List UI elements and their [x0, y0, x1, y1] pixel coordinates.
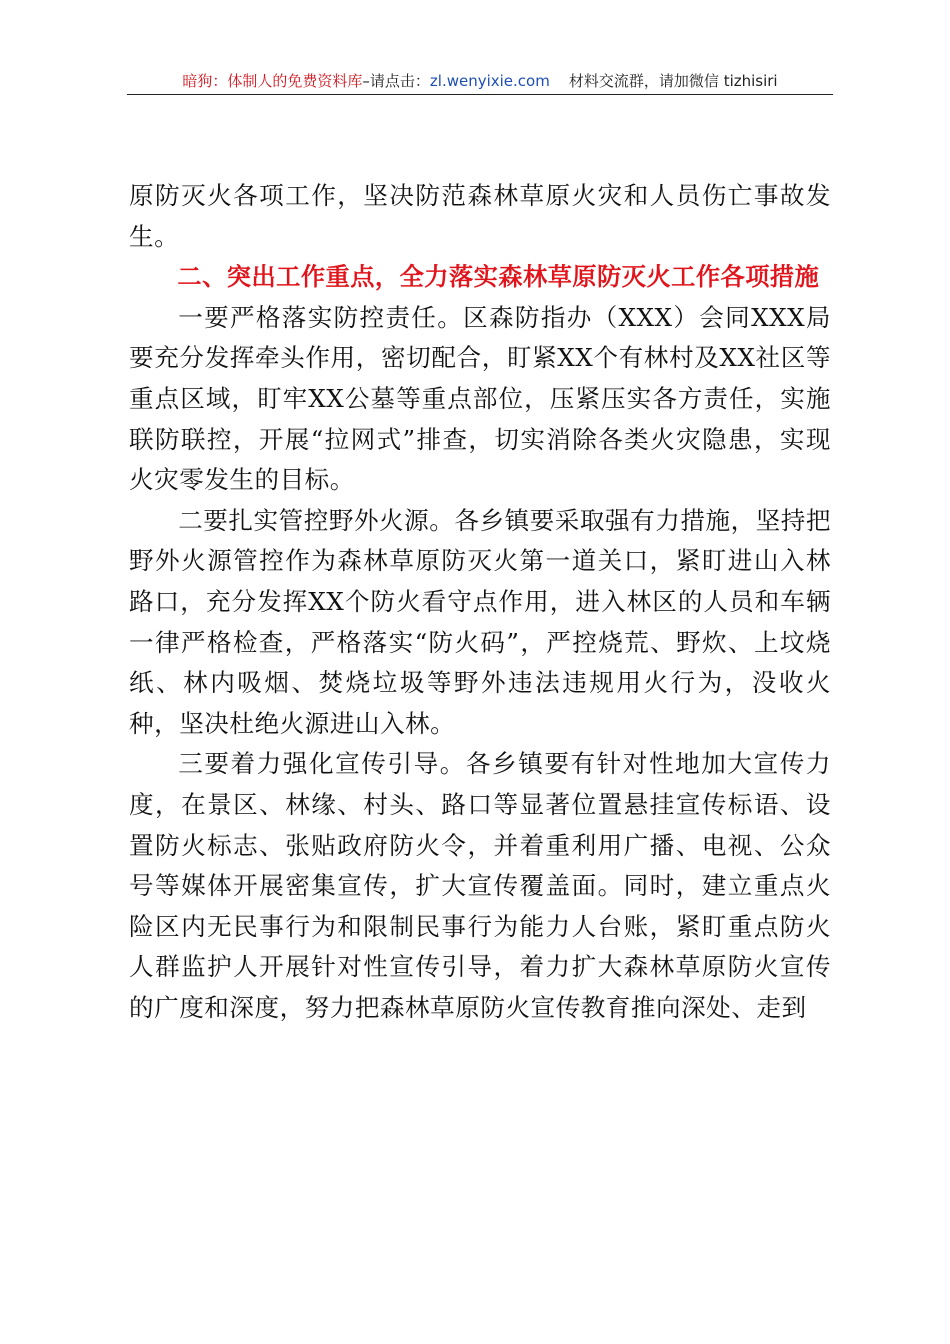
document-body — [129, 176, 831, 1028]
header-brand: 暗狗：体制人的免费资料库 — [182, 72, 363, 90]
header-click-prompt: –请点击： — [362, 72, 430, 90]
header-wechat-note: 材料交流群，请加微信 tizhisiri — [568, 72, 778, 90]
paragraph-responsibility: 一要严格落实防控责任。区森防指办（XXX）会同XXX局要充分发挥牵头作用，密切配合，盯紧XX个有林村及XX社区等重点区域，盯牢XX公墓等重点部位，压紧压实各方责任，实施联防联控，开展“拉网式”排查，切实消除各类火灾隐患，实现火灾零发生的目标。 — [129, 302, 831, 495]
paragraph-continuation: 原防灭火各项工作，坚决防范森林草原火灾和人员伤亡事故发生。 — [129, 181, 831, 251]
paragraph-fire-source-control: 二要扎实管控野外火源。各乡镇要采取强有力措施，坚持把野外火源管控作为森林草原防灭火第一道关口，紧盯进山入林路口，充分发挥XX个防火看守点作用，进入林区的人员和车辆一律严格检查，严格落实“防火码”，严控烧荒、野炊、上坟烧纸、林内吸烟、焚烧垃圾等野外违法违规用火行为，没收火种，坚决杜绝火源进山入林。 — [129, 505, 831, 738]
section-heading: 二、突出工作重点，全力落实森林草原防灭火工作各项措施 — [177, 263, 820, 292]
header-url-link[interactable]: zl.wenyixie.com — [429, 72, 550, 90]
paragraph-publicity: 三要着力强化宣传引导。各乡镇要有针对性地加大宣传力度，在景区、林缘、村头、路口等显著位置悬挂宣传标语、设置防火标志、张贴政府防火令，并着重利用广播、电视、公众号等媒体开展密集宣传，扩大宣传覆盖面。同时，建立重点火险区内无民事行为和限制民事行为能力人台账，紧盯重点防火人群监护人开展针对性宣传引导，着力扩大森林草原防火宣传的广度和深度，努力把森林草原防火宣传教育推向深处、走到 — [129, 749, 831, 1022]
page-header — [127, 68, 833, 95]
